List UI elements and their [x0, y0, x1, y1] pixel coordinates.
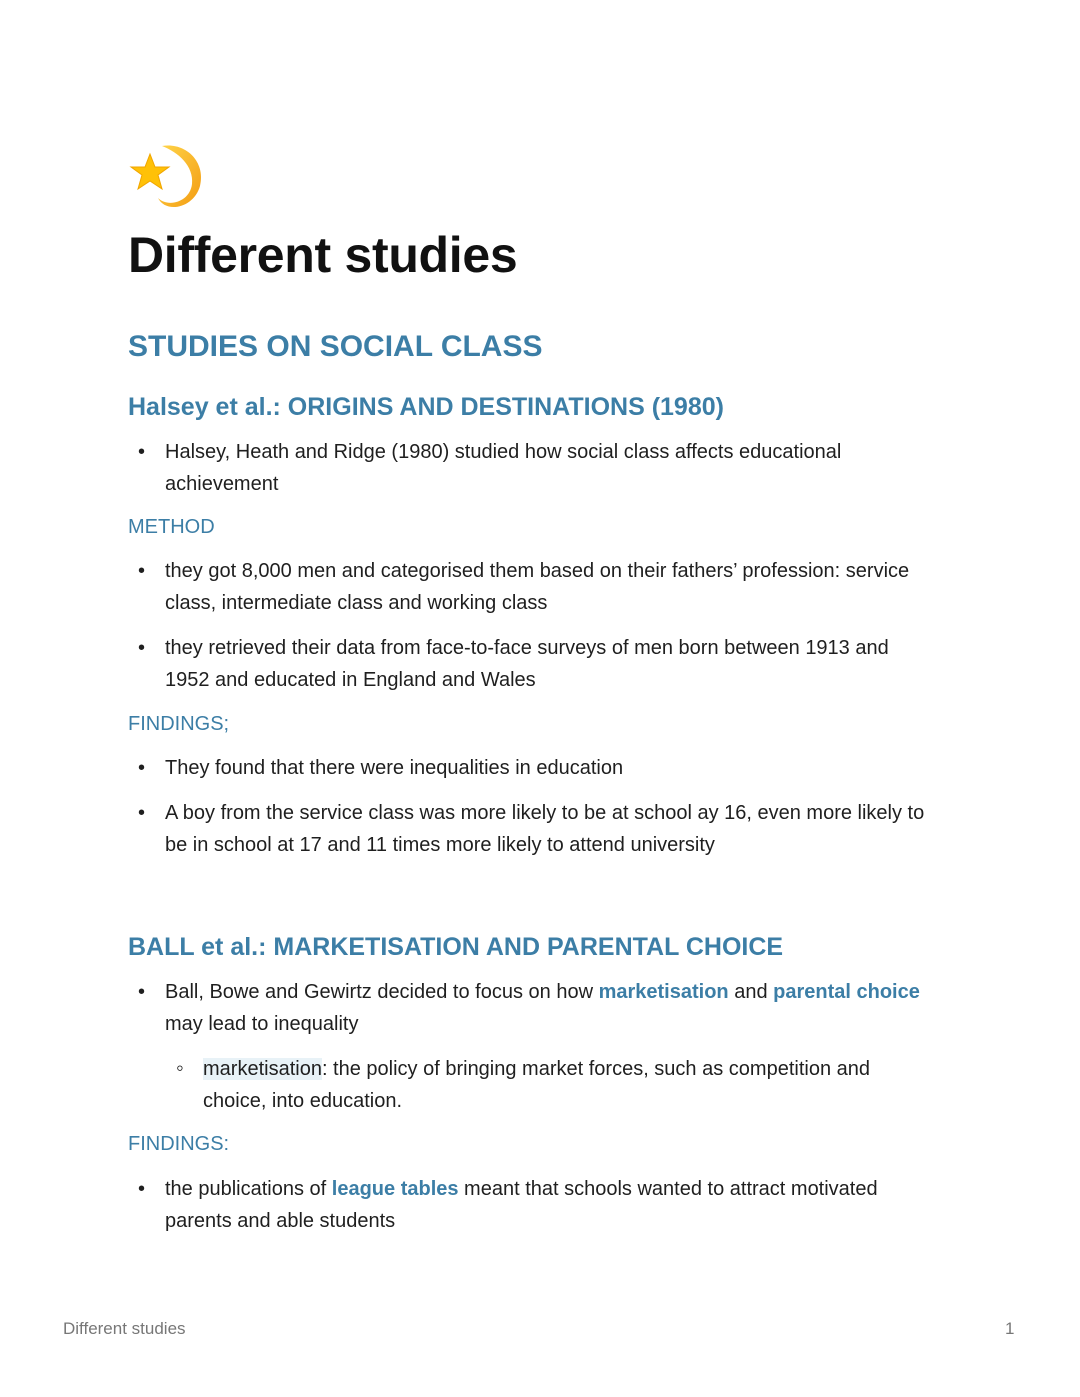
- study-heading-ball: BALL et al.: MARKETISATION AND PARENTAL CHOICE: [128, 933, 784, 961]
- sub-list-item: [176, 1053, 936, 1117]
- findings-label-2: FINDINGS:: [128, 1133, 230, 1155]
- list-item: • they retrieved their data from face-to-face surveys of men born between 1913 and 1952 and educated in England and Wales: [138, 632, 938, 696]
- page-title: Different studies: [128, 227, 518, 283]
- intro-text: may lead to inequality: [165, 1013, 359, 1035]
- definition-term: marketisation: [203, 1058, 322, 1080]
- list-item: • Halsey, Heath and Ridge (1980) studied how social class affects educational achievement: [138, 436, 938, 500]
- study-heading-halsey: Halsey et al.: ORIGINS AND DESTINATIONS (1980): [128, 393, 724, 421]
- section-heading-social-class: STUDIES ON SOCIAL CLASS: [128, 330, 543, 363]
- list-item: [138, 976, 938, 1040]
- list-item: • They found that there were inequalities in education: [138, 752, 938, 784]
- page-number: 1: [1005, 1319, 1015, 1338]
- method-label: METHOD: [128, 516, 215, 538]
- shooting-star-icon: [128, 136, 206, 214]
- footer-title: Different studies: [63, 1319, 186, 1338]
- finding-text: meant that schools wanted to attract motivated parents and able students: [165, 1178, 878, 1232]
- list-item: [138, 1173, 938, 1237]
- keyword-league-tables: league tables: [331, 1178, 459, 1200]
- intro-text: and: [728, 981, 774, 1003]
- findings-label: FINDINGS;: [128, 713, 230, 735]
- keyword-marketisation: marketisation: [598, 981, 729, 1003]
- keyword-parental-choice: parental choice: [773, 981, 920, 1003]
- list-item: • A boy from the service class was more likely to be at school ay 16, even more likely to be in school at 17 and 11 times more likely to attend university: [138, 797, 938, 861]
- finding-text: the publications of: [165, 1178, 332, 1200]
- intro-text: Ball, Bowe and Gewirtz decided to focus on how: [165, 981, 599, 1003]
- definition-text: : the policy of bringing market forces, such as competition and choice, into education.: [203, 1058, 870, 1112]
- list-item: • they got 8,000 men and categorised them based on their fathers’ profession: service class, intermediate class and working class: [138, 555, 938, 619]
